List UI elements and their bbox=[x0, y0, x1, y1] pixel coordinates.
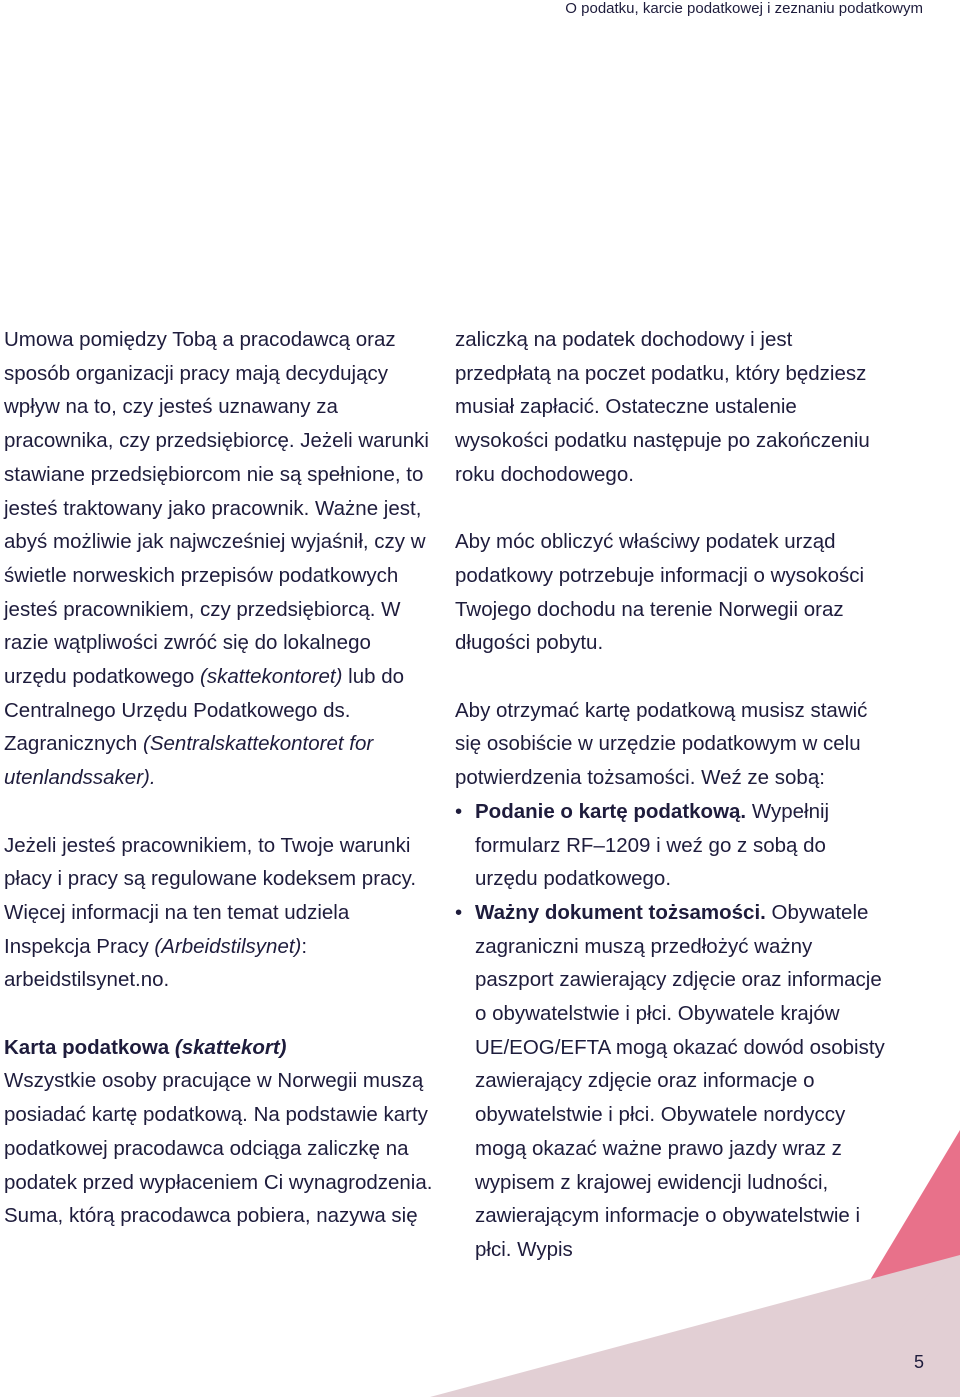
list-item-title: Podanie o kartę podatkową. bbox=[475, 799, 747, 823]
heading-italic-term: (skattekort) bbox=[174, 1035, 287, 1059]
paragraph-tax-office-info: Aby móc obliczyć właściwy podatek urząd podatkowy potrzebuje informacji o wysokości Twojego dochodu na terenie Norwegii oraz długości pobytu. bbox=[455, 530, 865, 655]
bullet-icon: • bbox=[455, 900, 463, 924]
page-number: 5 bbox=[913, 1352, 924, 1372]
heading-text: Karta podatkowa bbox=[4, 1035, 175, 1059]
paragraph-text: Umowa pomiędzy Tobą a pracodawcą oraz sposób organizacji pracy mają decydujący wpływ na to, czy jesteś uznawany za pracownika, czy przedsiębiorcę. Jeżeli warunki stawiane przedsiębiorcom nie są spełnione, to jesteś traktowany jako pracownik. Ważne jest, abyś możliwie jak najwcześniej wyjaśnił, czy w świetle norweskich przepisów podatkowych jesteś pracownikiem, czy przedsiębiorcą. W razie wątpliwości zwróć się do lokalnego urzędu podatkowego bbox=[4, 328, 429, 689]
bullet-icon: • bbox=[455, 799, 463, 823]
italic-term: (Arbeidstilsynet) bbox=[154, 934, 302, 958]
italic-term: (skattekontoret) bbox=[200, 665, 343, 689]
paragraph-text: lub do Centralnego Urzędu Podatkowego ds. Zagranicznych bbox=[4, 665, 405, 756]
running-header: O podatku, karcie podatkowej i zeznaniu podatkowym bbox=[565, 0, 923, 17]
italic-term: (Sentralskattekontoret for utenlandssaker). bbox=[4, 732, 374, 790]
paragraph-text: Wszystkie osoby pracujące w Norwegii muszą posiadać kartę podatkową. Na podstawie karty podatkowej pracodawca odciąga zaliczkę na podatek przed wypłaceniem Ci wynagrodzenia. Suma, którą pracodawca pobiera, nazywa się bbox=[4, 1069, 433, 1228]
paragraph-text: Jeżeli jesteś pracownikiem, to Twoje warunki płacy i pracy są regulowane kodeksem pracy. Więcej informacji na ten temat udziela Inspekcja Pracy bbox=[4, 833, 417, 958]
paragraph-obtain-tax-card: Aby otrzymać kartę podatkową musisz stawić się osobiście w urzędzie podatkowym w celu potwierdzenia tożsamości. Weź ze sobą: bbox=[455, 698, 868, 790]
list-item-text: Obywatele zagraniczni muszą przedłożyć ważny paszport zawierający zdjęcie oraz informacje o obywatelstwie i płci. Obywatele krajów UE/EOG/EFTA mogą okazać dowód osobisty zawierający zdjęcie oraz informacje o obywatelstwie i płci. Obywatele nordyccy mogą okazać ważne prawo jazdy wraz z wypisem z krajowej ewidencji ludności, zawierającym informacje o obywatelstwie i płci. Wypis bbox=[475, 900, 885, 1261]
list-item-title: Ważny dokument tożsamości. bbox=[475, 900, 766, 924]
list-item-text: Wypełnij formularz RF–1209 i weź go z sobą do urzędu podatkowego. bbox=[475, 799, 830, 891]
paragraph-text: : arbeidstilsynet.no. bbox=[4, 934, 308, 992]
paragraph-advance-tax: zaliczką na podatek dochodowy i jest przedpłatą na poczet podatku, który będziesz musiał zapłacić. Ostateczne ustalenie wysokości podatku następuje po zakończeniu roku dochodowego. bbox=[455, 328, 870, 486]
